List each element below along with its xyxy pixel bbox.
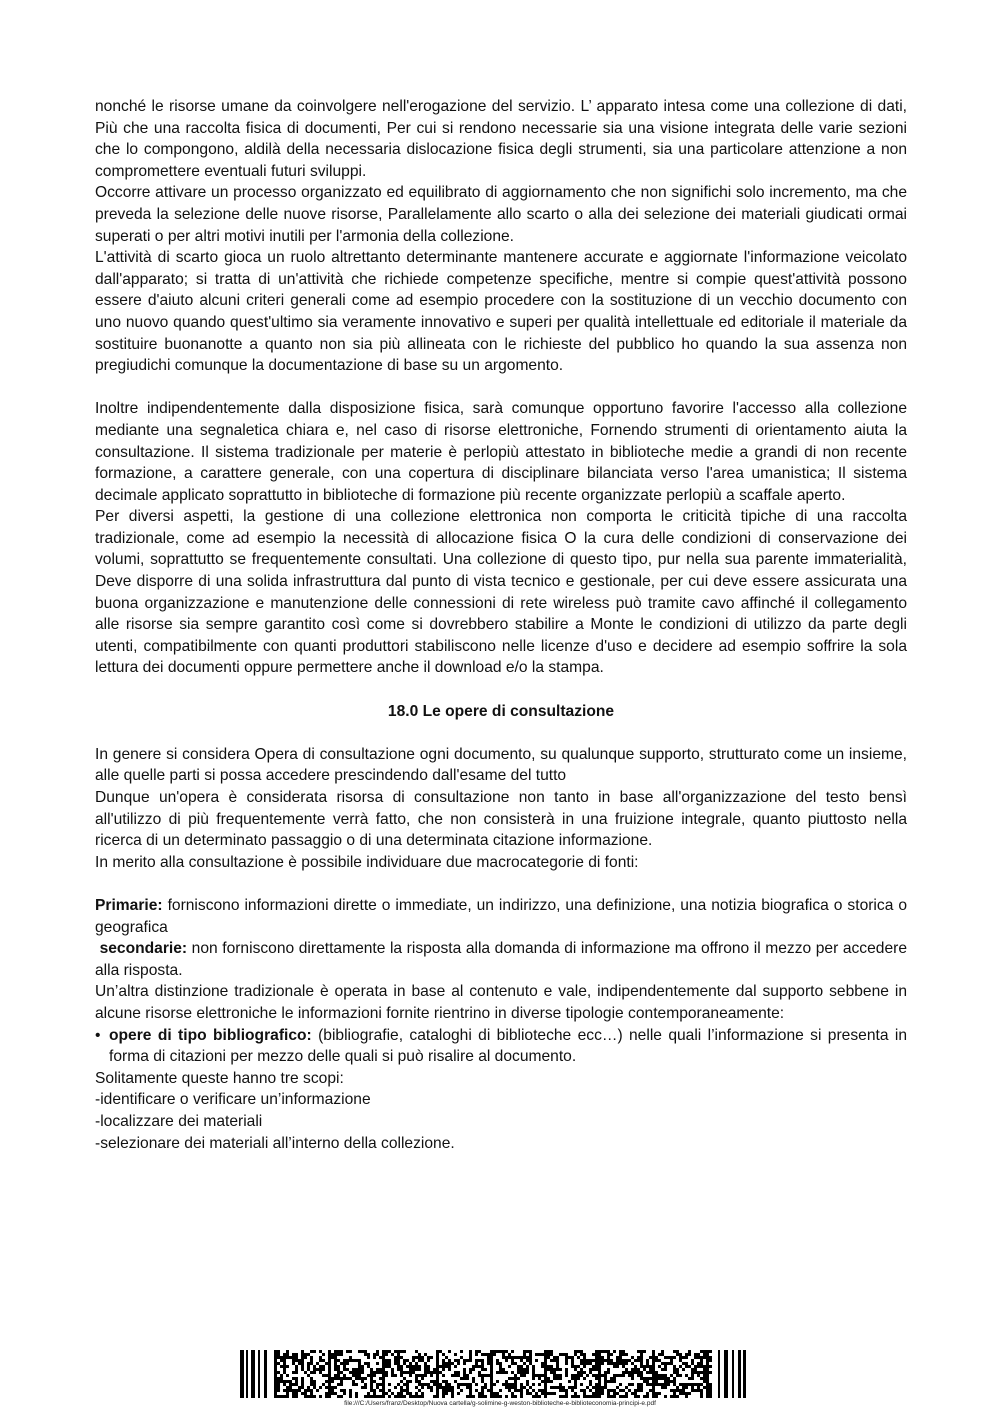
paragraph: Per diversi aspetti, la gestione di una collezione elettronica non comporta le criticità tipiche di una raccolta tradizionale, come ad esempio la necessità di allocazione fisica O la cura delle condizioni di conservazione dei volumi, soprattutto se frequentemente consultati. Una collezione di questo tipo, pur nella sua parente immaterialità, Deve disporre di una solida infrastruttura dal punto di vista tecnico e gestionale, per cui deve essere assicurata una buona organizzazione e manutenzione delle connessioni di rete wireless può tramite cavo affinché il collegamento alle risorse sia sempre garantito così come si dovrebbero stabilire a Monte le condizioni di utilizzo da parte degli utenti, compatibilmente con quanti produttori stabiliscono nelle licenze d'uso e decidere ad esempio soffrire la sola lettura dei documenti oppure permettere anche il download e/o la stampa. <box>95 508 907 677</box>
bullet-icon: • <box>95 1026 101 1044</box>
list-item: -identificare o verificare un’informazione <box>95 1091 371 1109</box>
paragraph: In merito alla consultazione è possibile individuare due macrocategorie di fonti: <box>95 853 639 871</box>
list-item: -selezionare dei materiali all’interno della collezione. <box>95 1134 455 1152</box>
page-content <box>95 96 907 1154</box>
primarie-label: Primarie: <box>95 896 163 914</box>
secondarie-label: secondarie: <box>99 940 188 958</box>
list-item: -localizzare dei materiali <box>95 1112 263 1130</box>
section-heading: 18.0 Le opere di consultazione <box>387 702 615 720</box>
paragraph: Un’altra distinzione tradizionale è operata in base al contenuto e vale, indipendentemente dal supporto sebbene in alcune risorse elettroniche le informazioni fornite rientrino in diverse tipologie contemporaneamente: <box>95 983 907 1022</box>
file-path: file:///C:/Users/franz/Desktop/Nuova cartella/g-solimine-g-weston-biblioteche-e-biblioteconomia-principi-e.pdf <box>344 1400 656 1407</box>
secondarie-text: non forniscono direttamente la risposta alla domanda di informazione ma offrono il mezzo per accedere alla risposta. <box>95 940 907 979</box>
paragraph: In genere si considera Opera di consultazione ogni documento, su qualunque supporto, strutturato come un insieme, alle quelle parti si possa accedere prescindendo dall'esame del tutto <box>95 745 907 785</box>
primarie-paragraph <box>95 895 907 938</box>
paragraph: Dunque un'opera è considerata risorsa di consultazione non tanto in base all'organizzazione del testo bensì all'utilizzo di più frequentemente verrà fatto, che non consisterà in una fruizione integrale, quanto piuttosto nella ricerca di un determinato passaggio o di una determinata citazione informazione. <box>95 789 907 850</box>
paragraph: Solitamente queste hanno tre scopi: <box>95 1069 344 1087</box>
secondarie-paragraph <box>95 938 907 981</box>
bullet-item <box>95 1025 907 1068</box>
paragraph: Occorre attivare un processo organizzato ed equilibrato di aggiornamento che non significhi solo incremento, ma che preveda la selezione delle nuove risorse, Parallelamente allo scarto o alla dei selezione dei materiali giudicati ormai superati o per altri motivi inutili per l'armonia della collezione. <box>95 184 907 245</box>
bullet-label: opere di tipo bibliografico: <box>109 1026 312 1044</box>
primarie-text: forniscono informazioni dirette o immediate, un indirizzo, una definizione, una notizia biografica o storica o geografica <box>95 896 907 936</box>
paragraph: L'attività di scarto gioca un ruolo altrettanto determinante mantenere accurate e aggiornate l'informazione veicolato dall'apparato; si tratta di un'attività che richiede competenze specifiche, mentre si compie quest'attività possono essere d'aiuto alcuni criteri generali come ad esempio procedere con la sostituzione di un vecchio documento con uno nuovo quando quest'ultimo sia veramente innovativo e superi per qualità intellettuale ed editoriale il materiale da sostituire buonanotte a quanto non sia più allineata con le richieste del pubblico ho quando la sua assenza non pregiudichi comunque la documentazione di base su un argomento. <box>95 249 907 375</box>
paragraph: nonché le risorse umane da coinvolgere nell'erogazione del servizio. L’ apparato intesa come una collezione di dati, Più che una raccolta fisica di documenti, Per cui si rendono necessarie sia una visione integrata delle varie sezioni che lo compongono, aldilà della necessaria dislocazione fisica degli strumenti, sia una particolare attenzione a non compromettere eventuali futuri sviluppi. <box>95 98 907 180</box>
bullet-text: (bibliografie, cataloghi di biblioteche ecc…) nelle quali l’informazione si presenta in forma di citazioni per mezzo delle quali si può risalire al documento. <box>109 1026 907 1066</box>
barcode-image <box>240 1350 746 1398</box>
paragraph: Inoltre indipendentemente dalla disposizione fisica, sarà comunque opportuno favorire l'accesso alla collezione mediante una segnaletica chiara e, nel caso di risorse elettroniche, Fornendo strumenti di orientamento aiuta la consultazione. Il sistema tradizionale per materie è perlopiù attestato in biblioteche medie a grandi di non recente formazione, a carattere generale, con una copertura di disciplinare bilanciata verso l'area umanistica; Il sistema decimale applicato soprattutto in biblioteche di formazione più recente organizzate perlopiù a scaffale aperto. <box>95 400 907 504</box>
